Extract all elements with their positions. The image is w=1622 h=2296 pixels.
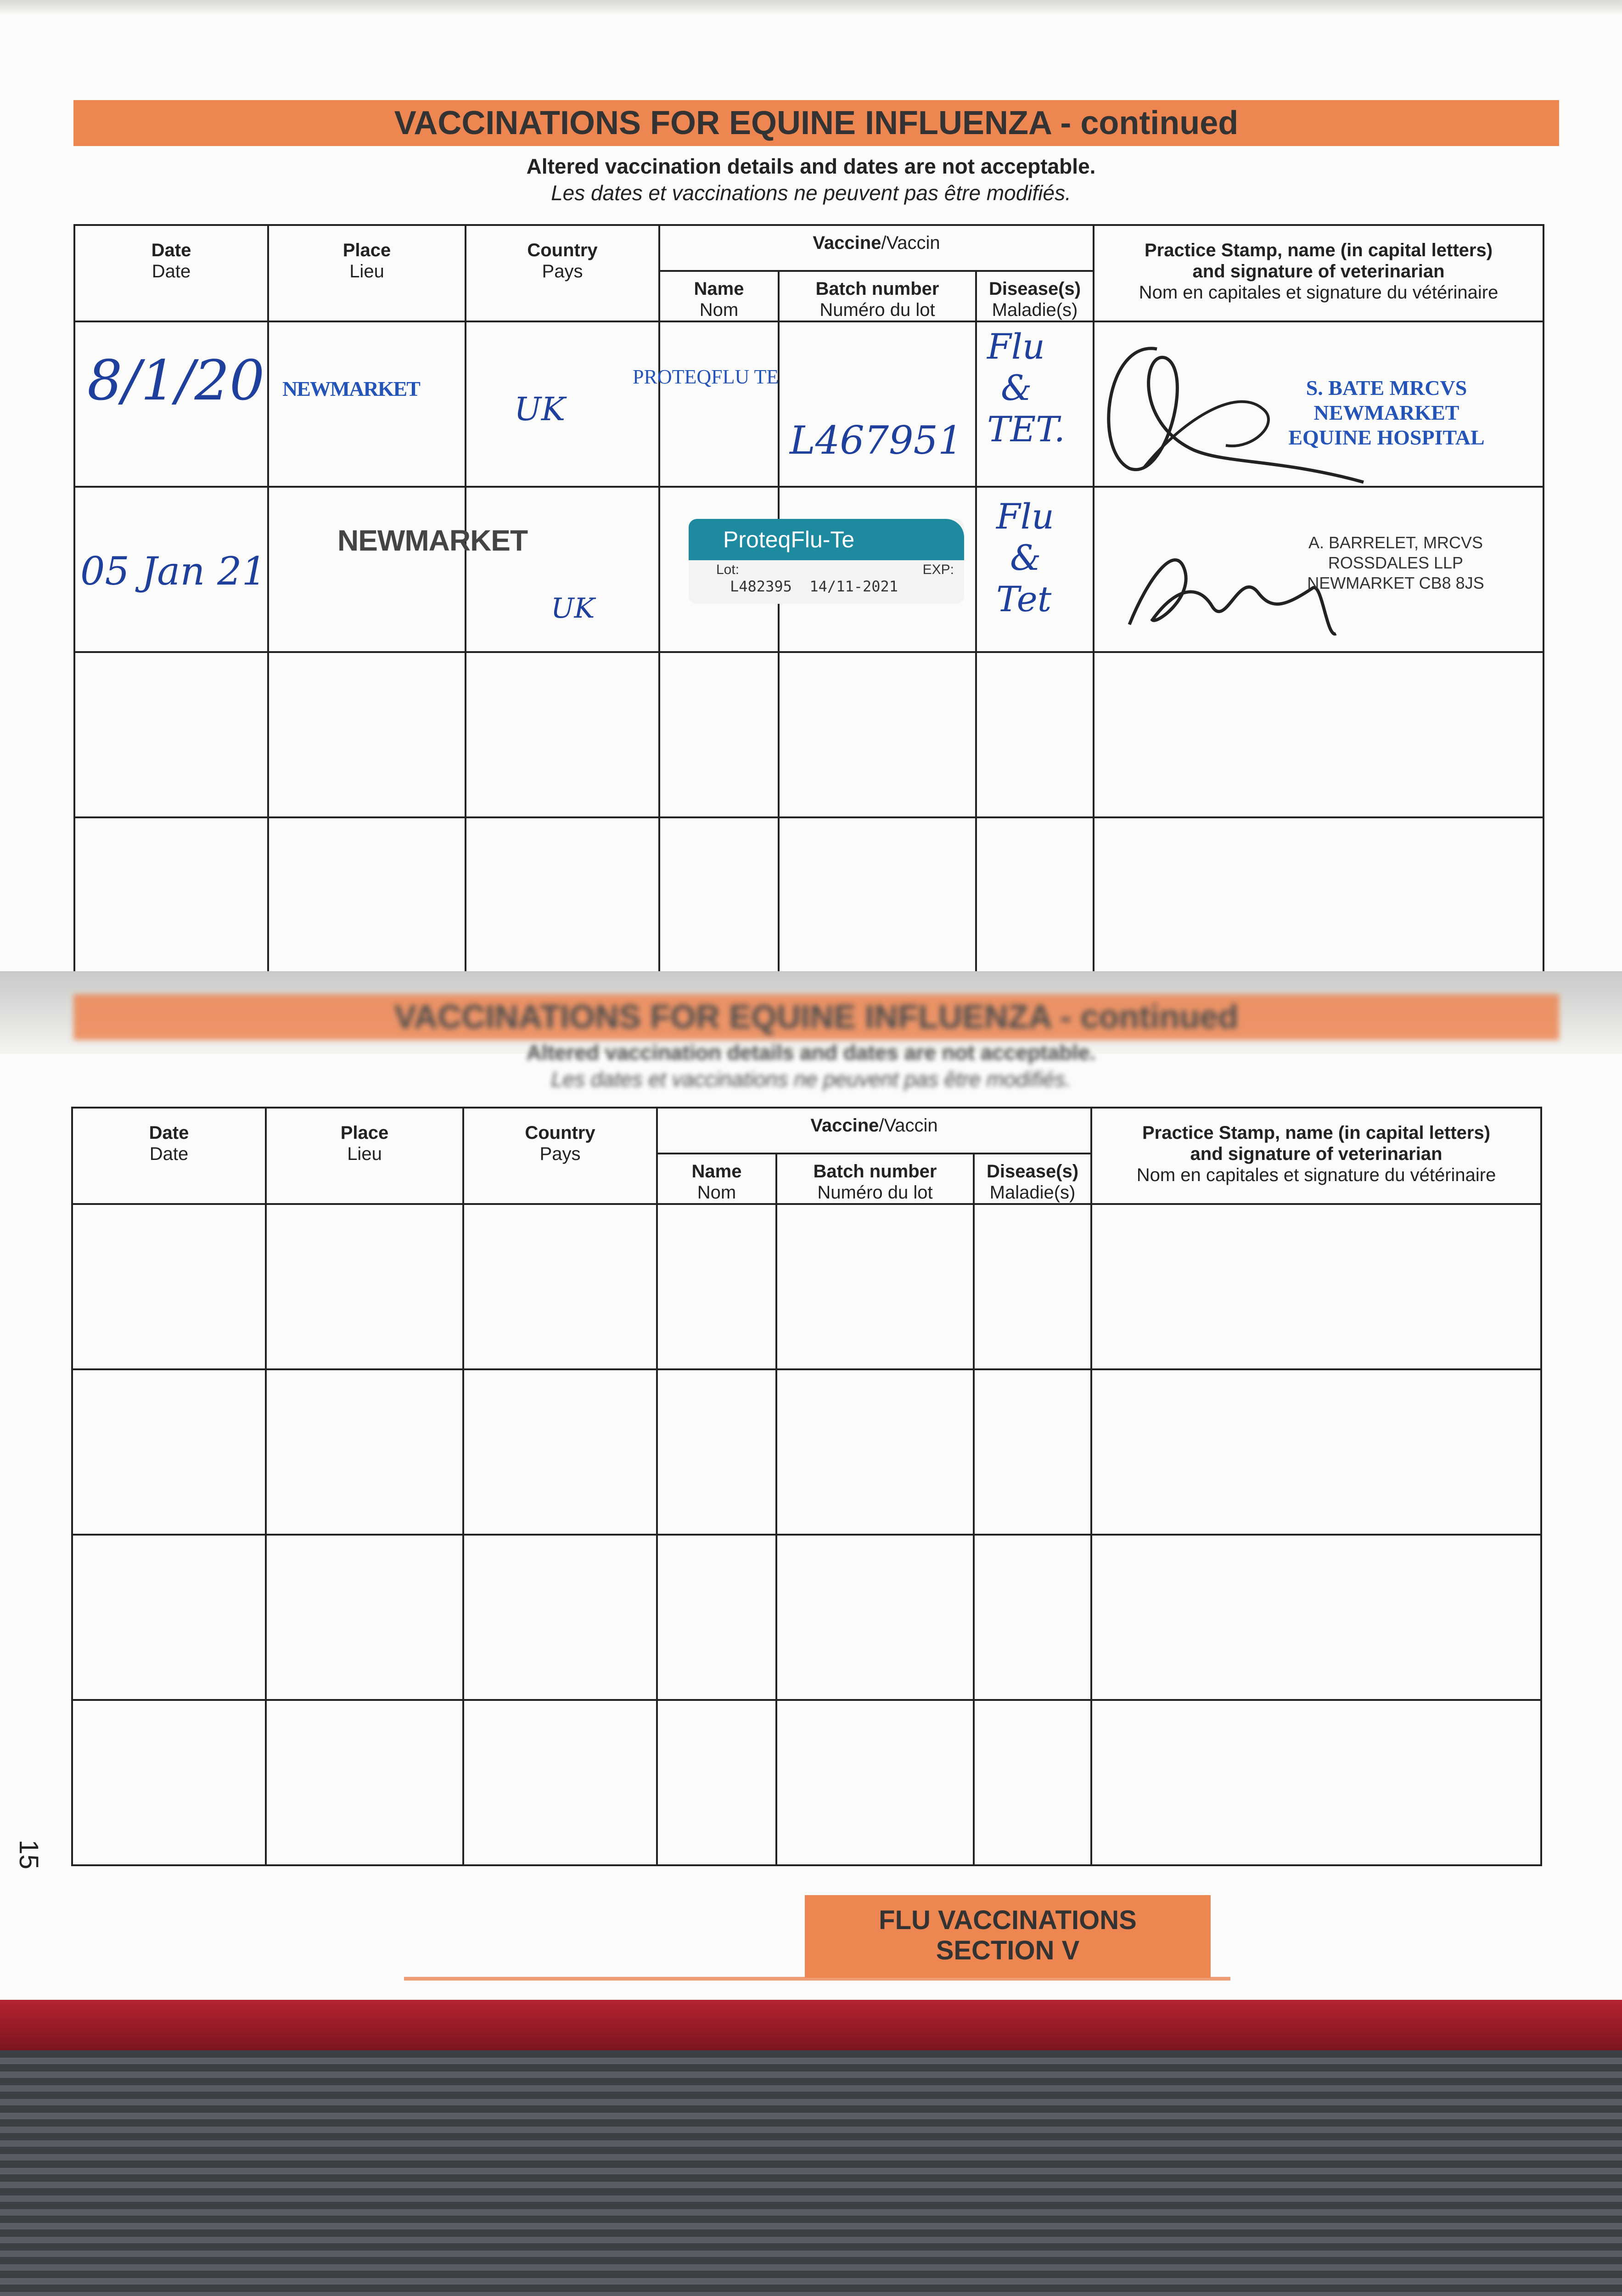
header-disease: Disease(s) Maladie(s) [976, 271, 1094, 321]
entry1-batch-number: L467951 [790, 418, 963, 463]
warning-english-blurred: Altered vaccination details and dates are not acceptable. [526, 1041, 1096, 1064]
warning-english: Altered vaccination details and dates are not acceptable. [526, 154, 1096, 178]
background-surface [0, 2050, 1622, 2296]
header-country: Country Pays [463, 1108, 657, 1204]
header-vaccine: Vaccine/Vaccin [657, 1108, 1091, 1154]
vaccine-batch-label: ProteqFlu-Te Lot: EXP: L482395 14/11-2021 [689, 519, 964, 604]
entry2-disease: Flu & Tet [996, 496, 1054, 619]
page-number: 15 [13, 1840, 44, 1869]
header-vaccine-name: Name Nom [659, 271, 779, 321]
entry1-place-stamp: NEWMARKET [282, 377, 420, 400]
header-vaccine: Vaccine/Vaccin [659, 225, 1094, 271]
warning-french-blurred: Les dates et vaccinations ne peuvent pas être modifiés. [551, 1067, 1071, 1091]
header-disease: Disease(s) Maladie(s) [974, 1154, 1091, 1204]
entry2-place-stamp: NEWMARKET [337, 524, 528, 557]
table-row [74, 817, 1543, 978]
entry1-country: UK [514, 390, 566, 428]
table-row [72, 1369, 1541, 1535]
warning-french: Les dates et vaccinations ne peuvent pas être modifiés. [551, 181, 1071, 205]
header-vaccine-name: Name Nom [657, 1154, 776, 1204]
table-row [72, 1535, 1541, 1700]
header-practice-stamp: Practice Stamp, name (in capital letters) and signature of veterinarian Nom en capitales et signature du vétérinaire [1091, 1108, 1541, 1204]
section-banner: VACCINATIONS FOR EQUINE INFLUENZA - continued [73, 100, 1559, 146]
entry2-date: 05 Jan 21 [80, 549, 267, 594]
section-banner-blurred: VACCINATIONS FOR EQUINE INFLUENZA - continued [73, 994, 1559, 1040]
table-row [72, 1700, 1541, 1865]
header-date: Date Date [74, 225, 268, 321]
entry1-practice-stamp: S. BATE MRCVS NEWMARKET EQUINE HOSPITAL [1288, 376, 1485, 449]
header-date: Date Date [72, 1108, 266, 1204]
header-batch-number: Batch number Numéro du lot [779, 271, 976, 321]
header-place: Place Lieu [266, 1108, 463, 1204]
header-country: Country Pays [466, 225, 659, 321]
header-batch-number: Batch number Numéro du lot [776, 1154, 974, 1204]
table-row [74, 652, 1543, 817]
entry1-disease: Flu & TET. [987, 326, 1065, 450]
section-tab: FLU VACCINATIONS SECTION V [805, 1895, 1211, 1978]
entry2-practice-stamp: A. BARRELET, MRCVS ROSSDALES LLP NEWMARKET CB8 8JS [1307, 533, 1484, 592]
entry1-vaccine-name-stamp: PROTEQFLU TE [633, 366, 779, 388]
header-practice-stamp: Practice Stamp, name (in capital letters) and signature of veterinarian Nom en capitales et signature du vétérinaire [1094, 225, 1543, 321]
header-place: Place Lieu [268, 225, 466, 321]
table-row [72, 1204, 1541, 1369]
vaccination-table-lower [71, 1107, 1542, 1866]
page-top-edge [0, 0, 1622, 14]
book-cover-red-edge [0, 2000, 1622, 2050]
section-tab-underline [404, 1977, 1230, 1981]
entry1-date: 8/1/20 [87, 349, 265, 413]
entry2-country: UK [551, 592, 595, 625]
